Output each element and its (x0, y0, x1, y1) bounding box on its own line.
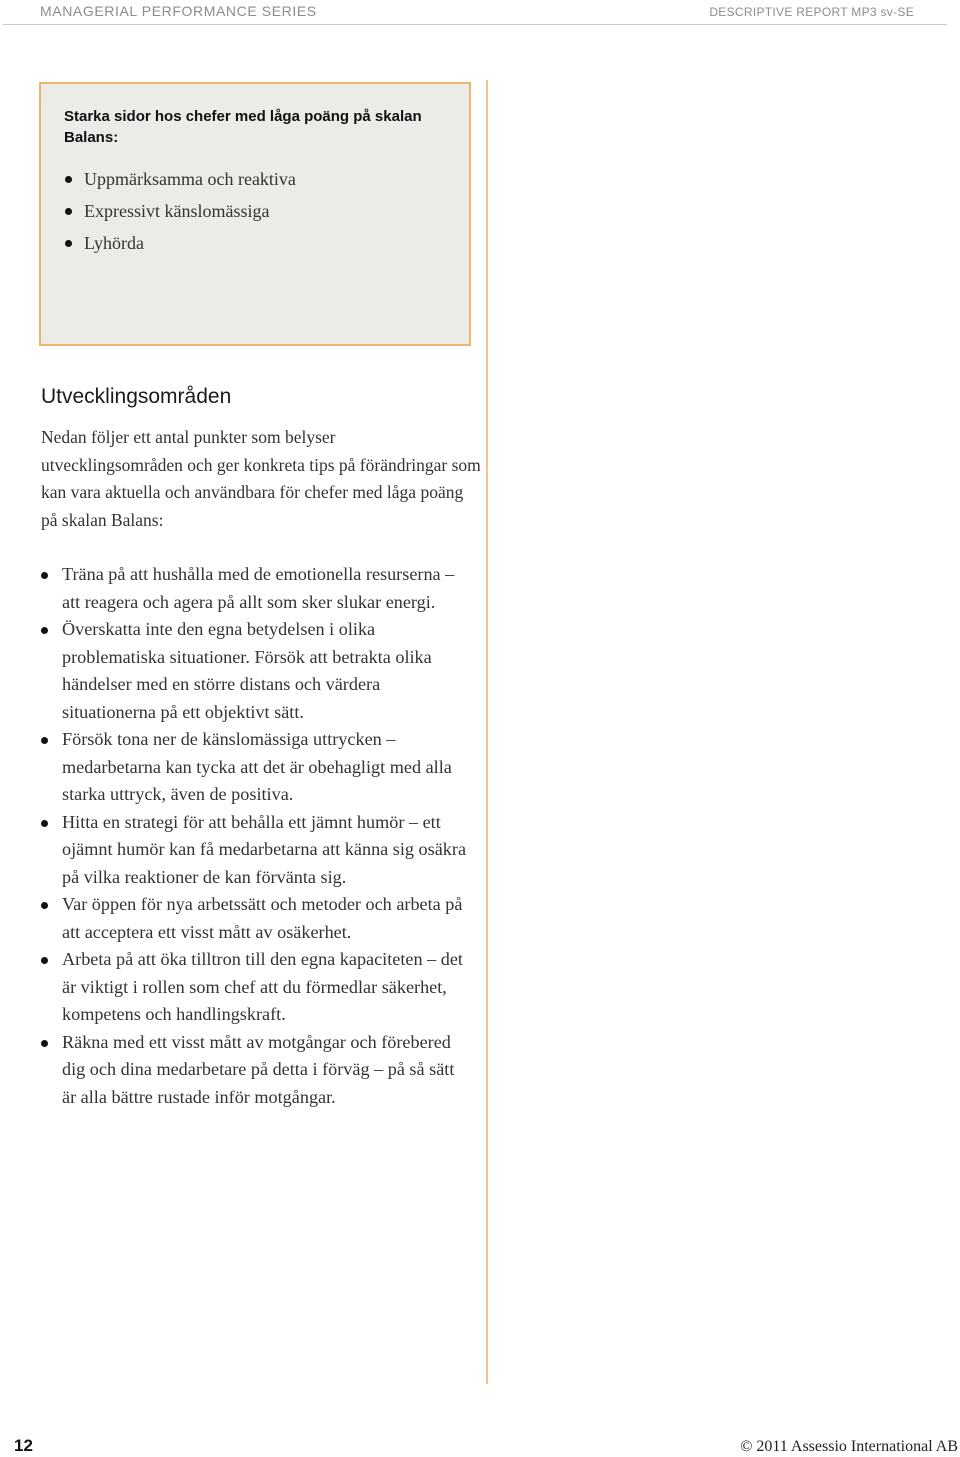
section-heading: Utvecklingsområden (41, 385, 232, 408)
page-header (0, 0, 960, 26)
list-item: Lyhörda (64, 227, 296, 259)
callout-title: Starka sidor hos chefer med låga poäng på skalan Balans: (64, 108, 422, 146)
list-item: Försök tona ner de känslomässiga uttrycken – medarbetarna kan tycka att det är obehagligt med alla starka uttryck, även de positiva. (41, 726, 473, 809)
strengths-list (64, 163, 296, 259)
copyright-notice: © 2011 Assessio International AB (740, 1438, 958, 1455)
list-item: Träna på att hushålla med de emotionella resurserna – att reagera och agera på allt som sker slukar energi. (41, 561, 473, 616)
list-item: Räkna med ett visst mått av motgångar och förebered dig och dina medarbetare på detta i förväg – på så sätt är alla bättre rustade inför motgångar. (41, 1029, 473, 1112)
development-tips-list (41, 561, 473, 1111)
list-item: Arbeta på att öka tilltron till den egna kapaciteten – det är viktigt i rollen som chef att du förmedlar säkerhet, kompetens och handlingskraft. (41, 946, 473, 1029)
report-title: DESCRIPTIVE REPORT MP3 sv-SE (709, 5, 914, 19)
list-item: Var öppen för nya arbetssätt och metoder och arbeta på att acceptera ett visst mått av osäkerhet. (41, 891, 473, 946)
page-number: 12 (14, 1436, 33, 1455)
column-divider (486, 80, 488, 1384)
list-item: Expressivt känslomässiga (64, 195, 296, 227)
strengths-callout-box (39, 82, 471, 346)
list-item: Överskatta inte den egna betydelsen i olika problematiska situationer. Försök att betrakta olika händelser med en större distans och värdera situationerna på ett objektivt sätt. (41, 616, 473, 726)
list-item: Hitta en strategi för att behålla ett jämnt humör – ett ojämnt humör kan få medarbetarna att känna sig osäkra på vilka reaktioner de kan förvänta sig. (41, 809, 473, 892)
intro-paragraph: Nedan följer ett antal punkter som belyser utvecklingsområden och ger konkreta tips på förändringar som kan vara aktuella och användbara för chefer med låga poäng på skalan Balans: (41, 427, 481, 530)
list-item: Uppmärksamma och reaktiva (64, 163, 296, 195)
series-title: MANAGERIAL PERFORMANCE SERIES (40, 3, 317, 19)
header-divider (3, 24, 947, 25)
